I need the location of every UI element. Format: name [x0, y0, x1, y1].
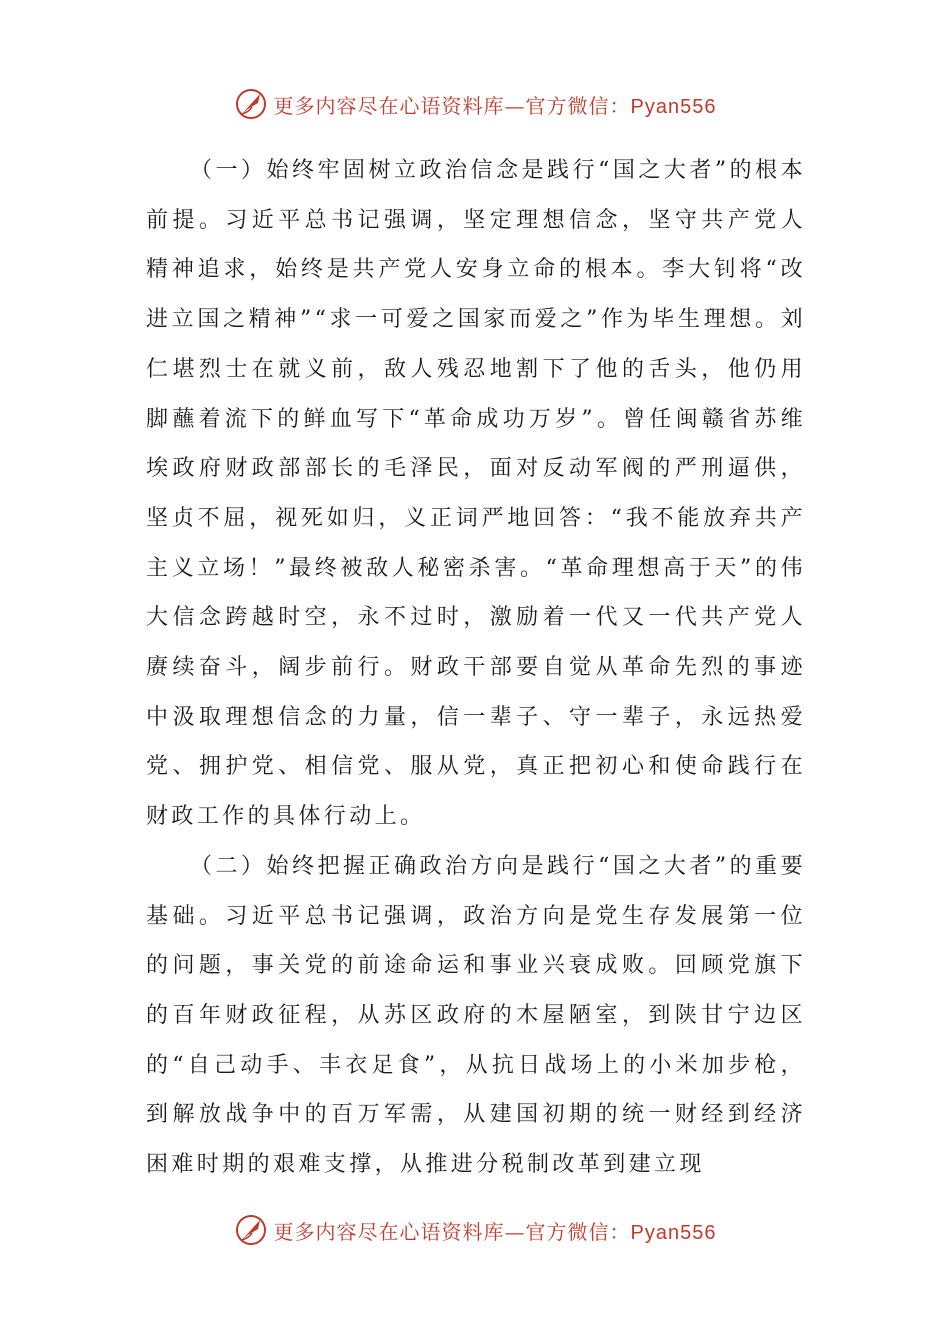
quill-logo-icon	[234, 87, 268, 121]
banner-text: 更多内容尽在心语资料库—官方微信：Pyan556	[273, 93, 717, 118]
wechat-id: Pyan556	[630, 95, 717, 118]
document-body	[146, 146, 806, 1190]
footer-banner	[0, 1210, 950, 1250]
paragraph-2: （二）始终把握正确政治方向是践行“国之大者”的重要基础。习近平总书记强调，政治方向是党生存发展第一位的问题，事关党的前途命运和事业兴衰成败。回顾党旗下的百年财政征程，从苏区政府的木屋陋室，到陕甘宁边区的“自己动手、丰衣足食”，从抗日战场上的小米加步枪，到解放战争中的百万军需，从建国初期的统一财经到经济困难时期的艰难支撑，从推进分税制改革到建立现	[146, 853, 806, 1178]
header-banner	[0, 84, 950, 124]
wechat-id: Pyan556	[630, 1221, 717, 1244]
paragraph-1: （一）始终牢固树立政治信念是践行“国之大者”的根本前提。习近平总书记强调，坚定理想信念，坚守共产党人精神追求，始终是共产党人安身立命的根本。李大钊将“改进立国之精神”“求一可爱之国家而爱之”作为毕生理想。刘仁堪烈士在就义前，敌人残忍地割下了他的舌头，他仍用脚蘸着流下的鲜血写下“革命成功万岁”。曾任闽赣省苏维埃政府财政部部长的毛泽民，面对反动军阀的严刑逼供，坚贞不屈，视死如归，义正词严地回答：“我不能放弃共产主义立场！”最终被敌人秘密杀害。“革命理想高于天”的伟大信念跨越时空，永不过时，激励着一代又一代共产党人赓续奋斗，阔步前行。财政干部要自觉从革命先烈的事迹中汲取理想信念的力量，信一辈子、守一辈子，永远热爱党、拥护党、相信党、服从党，真正把初心和使命践行在财政工作的具体行动上。	[146, 158, 806, 830]
quill-logo-icon	[234, 1213, 268, 1247]
banner-text: 更多内容尽在心语资料库—官方微信：Pyan556	[273, 1219, 717, 1244]
